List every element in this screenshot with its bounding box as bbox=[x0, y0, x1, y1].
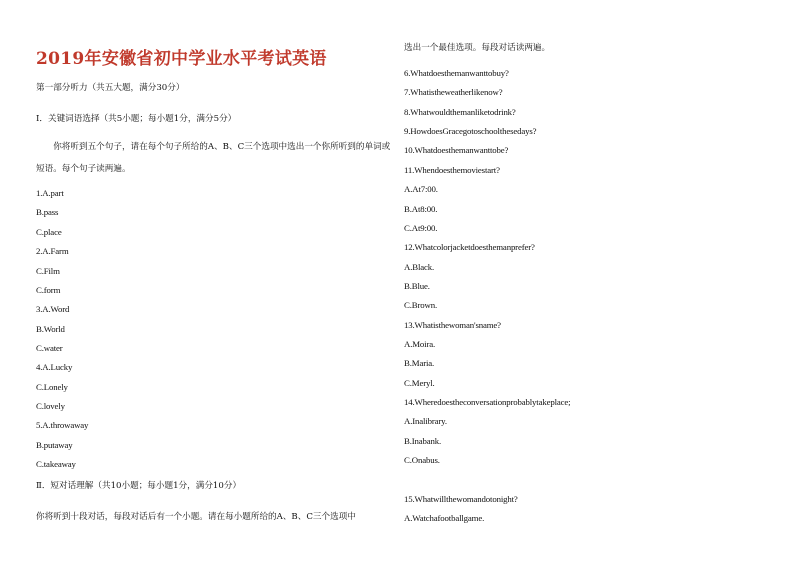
question-line: 15.Whatwillthewomandotonight? bbox=[404, 494, 518, 504]
question-line: 13.Whatisthewoman'sname? bbox=[404, 320, 501, 330]
option-line: 1.A.part bbox=[36, 188, 64, 198]
option-line: C.Film bbox=[36, 266, 60, 276]
section-heading: Ⅱ．短对话理解（共10小题；每小题1分，满分10分） bbox=[36, 481, 242, 491]
option-line: C.Meryl. bbox=[404, 378, 435, 388]
question-line: 10.Whatdoesthemanwanttobe? bbox=[404, 145, 509, 155]
option-line: C.Onabus. bbox=[404, 455, 440, 465]
question-line: 8.Whatwouldthemanliketodrink? bbox=[404, 107, 516, 117]
question-line: 14.Wheredoestheconversationprobablytakeplace; bbox=[404, 397, 571, 407]
question-line: 12.Whatcolorjacketdoesthemanprefer? bbox=[404, 242, 535, 252]
option-line: B.Maria. bbox=[404, 358, 435, 368]
option-line: A.Inalibrary. bbox=[404, 416, 447, 426]
option-line: A.Black. bbox=[404, 262, 435, 272]
option-line: B.putaway bbox=[36, 440, 73, 450]
question-line: 7.Whatistheweatherlikenow? bbox=[404, 87, 503, 97]
option-line: C.form bbox=[36, 285, 61, 295]
option-line: A.Moira. bbox=[404, 339, 436, 349]
section-instructions-continued: 选出一个最佳选项。每段对话读两遍。 bbox=[404, 43, 551, 53]
section-instructions: 你将听到五个句子，请在每个句子所给的A、B、C三个选项中选出一个你所听到的单词或短语。每个句子读两遍。 bbox=[36, 142, 391, 174]
section-instructions: 你将听到十段对话，每段对话后有一个小题。请在每小题所给的A、B、C三个选项中 bbox=[36, 512, 356, 522]
option-line: C.lovely bbox=[36, 401, 65, 411]
option-line: A.Watchafootballgame. bbox=[404, 513, 485, 523]
part-heading: 第一部分听力（共五大题，满分30分） bbox=[36, 83, 185, 93]
option-line: 2.A.Farm bbox=[36, 246, 69, 256]
option-line: B.pass bbox=[36, 207, 59, 217]
option-line: C.takeaway bbox=[36, 459, 76, 469]
option-line: C.At9:00. bbox=[404, 223, 438, 233]
section-heading: I．关键词语选择（共5小题；每小题1分，满分5分） bbox=[36, 114, 237, 124]
question-line: 6.Whatdoesthemanwanttobuy? bbox=[404, 68, 509, 78]
option-line: 3.A.Word bbox=[36, 304, 70, 314]
option-line: B.At8:00. bbox=[404, 204, 438, 214]
option-line: C.Brown. bbox=[404, 300, 438, 310]
question-line: 9.HowdoesGracegotoschoolthesedays? bbox=[404, 126, 537, 136]
option-line: 5.A.throwaway bbox=[36, 420, 89, 430]
option-line: 4.A.Lucky bbox=[36, 362, 73, 372]
option-line: C.Lonely bbox=[36, 382, 68, 392]
option-line: C.water bbox=[36, 343, 63, 353]
option-line: C.place bbox=[36, 227, 62, 237]
option-line: A.At7:00. bbox=[404, 184, 438, 194]
question-line: 11.Whendoesthemoviestart? bbox=[404, 165, 500, 175]
option-line: B.Inabank. bbox=[404, 436, 442, 446]
option-line: B.Blue. bbox=[404, 281, 430, 291]
option-line: B.World bbox=[36, 324, 65, 334]
page-title: 2019年安徽省初中学业水平考试英语 bbox=[36, 49, 327, 69]
